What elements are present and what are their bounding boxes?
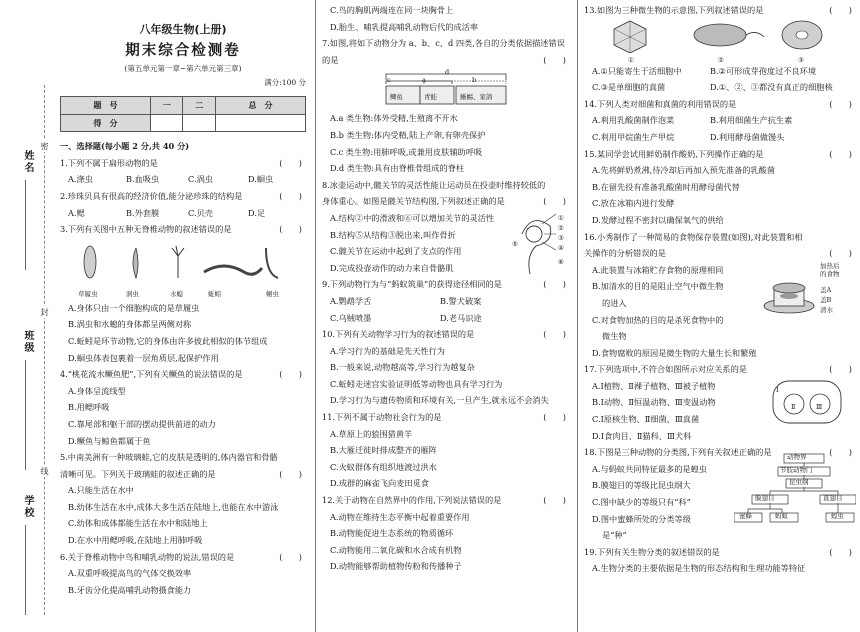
option-row: C.③是单细胞的真菌 D.①、②、③都没有真正的细胞核 xyxy=(592,82,833,93)
container-label: 加热后 xyxy=(820,261,840,270)
animal-label: 草履虫 xyxy=(78,289,98,298)
question-stem: 19.下列有关生物分类的叙述错误的是 ( ) xyxy=(584,546,852,557)
question-stem: 15.某同学尝试用鲜奶制作酸奶,下列操作正确的是 ( ) xyxy=(584,148,852,159)
score-cell[interactable] xyxy=(215,114,305,132)
animal-box: 鲫鱼 xyxy=(390,93,403,102)
question-stem: 11.下列不属于动物社会行为的是 ( ) xyxy=(322,412,566,423)
microbe-number: ① xyxy=(628,55,634,64)
option: C.蚯蚓是环节动物,它的身体由许多彼此相似的体节组成 xyxy=(68,335,268,346)
option: A.只能生活在水中 xyxy=(68,485,134,496)
option: C.对食物加热的目的是杀死食物中的 xyxy=(592,314,724,325)
option-row: A.涤虫 B.血吸虫 C.涡虫 D.蛔虫 xyxy=(68,174,274,185)
section-heading: 一、选择题(每小题 2 分,共 40 分) xyxy=(60,141,190,152)
joint-label: ⑥ xyxy=(558,257,564,266)
option: C.图中缺少的等级只有“科” xyxy=(592,497,691,508)
option: A.草原上的狼围猎黄羊 xyxy=(330,428,413,439)
option: C.髋关节在运动中起到了支点的作用 xyxy=(330,246,462,257)
question-stem: 的是 ( ) xyxy=(322,54,566,65)
exam-title: 期末综合检测卷 xyxy=(125,43,241,59)
option: A.双重呼吸提高鸟的气体交换效率 xyxy=(68,568,192,579)
class-write-line[interactable] xyxy=(25,360,26,470)
question-stem: 6.关于脊椎动物中鸟和哺乳动物的说法,错误的是 ( ) xyxy=(60,551,302,562)
option: D.蛔虫体表包裹着一层角质层,起保护作用 xyxy=(68,352,219,363)
venn-label: Ⅱ xyxy=(791,402,796,411)
score-row-label: 得 分 xyxy=(61,114,151,132)
option: B.牙齿分化提高哺乳动物摄食能力 xyxy=(68,584,192,595)
microbe-number: ② xyxy=(718,55,724,64)
name-write-line[interactable] xyxy=(25,180,26,270)
joint-label: ① xyxy=(558,213,564,222)
question-stem: 关操作的分析错误的是 ( ) xyxy=(584,248,852,259)
column-divider xyxy=(577,0,578,632)
joint-label: ④ xyxy=(558,243,564,252)
option: C.火蚁群体有组织地渡过洪水 xyxy=(330,461,437,472)
class-letter: b xyxy=(472,76,477,85)
option: A.与蚂蚁共同特征最多的是蝗虫 xyxy=(592,463,707,474)
question-stem: 7.如图,将如下动物分为 a、b、c、d 四类,各自的分类依据描述错误 xyxy=(322,38,565,49)
option: D.图中蜜蜂所处的分类等级 xyxy=(592,513,691,524)
container-label: 盖A xyxy=(820,285,832,294)
class-letter: a xyxy=(422,76,426,85)
column-2 xyxy=(322,0,570,575)
school-write-line[interactable] xyxy=(25,525,26,615)
column-3 xyxy=(584,0,856,577)
question-stem: 16.小秀制作了一种简易的食物保存装置(如图),对此装置和相 xyxy=(584,231,803,242)
tree-node: 昆虫纲 xyxy=(789,477,809,486)
venn-diagram xyxy=(772,380,842,424)
grade-title: 八年级生物(上册) xyxy=(139,23,227,36)
microbes-illustration xyxy=(608,19,828,53)
option: A.身体只由一个细胞构成的是草履虫 xyxy=(68,302,200,313)
container-label: 的食物 xyxy=(820,269,840,278)
option: A.Ⅰ植物、Ⅱ裸子植物、Ⅲ被子植物 xyxy=(592,380,716,391)
option-row: A.鹦鹉学舌 B.警犬破案 xyxy=(330,295,482,306)
score-header-cell: 总 分 xyxy=(215,97,305,115)
question-stem: 10.下列有关动物学习行为的叙述错误的是 ( ) xyxy=(322,329,566,340)
tree-node: 蝗虫 xyxy=(831,511,844,520)
option: A.生物分类的主要依据是生物的形态结构和生理功能等特征 xyxy=(592,563,806,574)
class-label: 班级 xyxy=(22,330,33,354)
option: D.在水中用鳃呼吸,在陆地上用肺呼吸 xyxy=(68,535,203,546)
score-header-cell: 一 xyxy=(151,97,183,115)
option: D.发酵过程不密封以确保氧气的供给 xyxy=(592,214,724,225)
question-stem: 13.如图为三种微生物的示意图,下列叙述错误的是 ( ) xyxy=(584,5,852,15)
tree-node: 直翅目 xyxy=(823,493,843,502)
option: B.Ⅰ动物、Ⅱ恒温动物、Ⅲ变温动物 xyxy=(592,397,716,408)
question-stem: 3.下列有关图中五种无脊椎动物的叙述错误的是 ( ) xyxy=(60,224,302,235)
animal-box: 蜥蜴、家鸽 xyxy=(460,93,493,102)
option: A.学习行为的基础是先天性行为 xyxy=(330,345,445,356)
option-row: A.①只能寄生于活细胞中 B.②可形成芽孢度过不良环境 xyxy=(592,65,817,76)
tree-node: 蚂蚁 xyxy=(775,511,788,520)
option: D.完成投壶动作的动力来自骨骼肌 xyxy=(330,262,454,273)
option: B.b 类生物:体内受精,陆上产卵,有卵壳保护 xyxy=(330,129,486,140)
score-cell[interactable] xyxy=(151,114,183,132)
option: C.蚯蚓走迷宫实验证明低等动物也具有学习行为 xyxy=(330,378,503,389)
option-row: C.乌贼喷墨 D.老马识途 xyxy=(330,312,482,323)
animal-label: 蛔虫 xyxy=(266,289,279,298)
score-header-cell: 二 xyxy=(183,97,215,115)
hip-joint-diagram xyxy=(518,204,558,274)
option: C.靠尾部和躯干部的摆动提供前进的动力 xyxy=(68,418,216,429)
question-stem: 身体重心。如图是髋关节结构图,下列叙述正确的是 ( ) xyxy=(322,196,566,207)
option: B.一般来说,动物越高等,学习行为越复杂 xyxy=(330,362,475,373)
cut-line xyxy=(44,85,45,615)
animal-label: 蚯蚓 xyxy=(208,289,221,298)
question-stem: 1.下列不属于扁形动物的是 ( ) xyxy=(60,157,302,168)
option: B.动物能促进生态系统的物质循环 xyxy=(330,528,454,539)
animals-figure xyxy=(60,238,306,300)
question-stem: 14.下列人类对细菌和真菌的利用错误的是 ( ) xyxy=(584,98,852,109)
joint-label: ② xyxy=(558,223,564,232)
name-label: 姓名 xyxy=(22,150,33,174)
tree-node: 节肢动物门 xyxy=(780,465,813,474)
option: D.Ⅰ食肉目、Ⅱ猫科、Ⅲ犬科 xyxy=(592,430,692,441)
food-container-diagram xyxy=(762,272,816,316)
option: B.在留先投有准备乳酸菌时用酵母菌代替 xyxy=(592,181,740,192)
option: B.涡虫和水螅的身体都呈两侧对称 xyxy=(68,319,192,330)
option: A.身体呈流线型 xyxy=(68,385,126,396)
option: D.胎生、哺乳提高哺乳动物后代的成活率 xyxy=(330,21,479,32)
score-header-cell: 题 号 xyxy=(61,97,151,115)
score-cell[interactable] xyxy=(183,114,215,132)
school-label: 学校 xyxy=(22,495,33,519)
option: C.鸟的胸肌两端连在同一块胸骨上 xyxy=(330,5,454,15)
option: C.动物能用二氧化碳和水合成有机物 xyxy=(330,544,462,555)
option-row: A.鳃 B.外套膜 C.贝壳 D.足 xyxy=(68,207,266,218)
option: D.鳜鱼与鲸鱼都属于鱼 xyxy=(68,435,151,446)
animal-label: 涡虫 xyxy=(126,289,139,298)
option-cont: 是“种” xyxy=(602,530,627,541)
option: D.成群的麻雀飞向麦田觅食 xyxy=(330,478,429,489)
option-cont: 微生物 xyxy=(602,331,627,342)
question-stem: 8.冰壶运动中,髋关节的灵活性能让运动员在投壶时维持较低的 xyxy=(322,179,546,190)
question-stem: 18.下图是三种动物的分类图,下列有关叙述正确的是 ( ) xyxy=(584,447,852,458)
animals-illustration xyxy=(80,242,280,284)
full-score: 满分:100 分 xyxy=(264,78,306,87)
option: B.加清水的目的是阻止空气中微生物 xyxy=(592,281,724,292)
option: D.d 类生物:具有由脊椎骨组成的脊柱 xyxy=(330,163,465,174)
joint-label: ⑤ xyxy=(512,239,518,248)
q8-block xyxy=(322,210,570,276)
option: A.a 类生物:体外受精,生殖离不开水 xyxy=(330,113,458,124)
option: A.此装置与冰箱贮存食物的原理相同 xyxy=(592,264,724,275)
option: B.用鳃呼吸 xyxy=(68,402,110,413)
classification-figure xyxy=(322,68,570,110)
animal-label: 水螅 xyxy=(170,289,183,298)
question-stem: 5.中南美洲有一种玻璃蛙,它的皮肤是透明的,体内器官和骨骼 xyxy=(60,452,278,463)
class-letter: c xyxy=(387,76,391,85)
seal-mark-feng: 封 xyxy=(40,308,49,316)
option: A.先将鲜奶煮沸,待冷却后再加入预先准备的乳酸菌 xyxy=(592,165,776,176)
container-label: 盖B xyxy=(820,295,832,304)
option: D.食物腐败的原因是微生物的大量生长和繁殖 xyxy=(592,347,757,358)
option-row: A.利用乳酸菌制作泡菜 B.利用细菌生产抗生素 xyxy=(592,115,793,126)
option: D.动物能够帮助植物传粉和传播种子 xyxy=(330,561,462,572)
container-label: 清水 xyxy=(820,305,833,314)
option: C.放在冰箱内进行发酵 xyxy=(592,198,675,209)
question-stem: 2.珍珠贝具有很高的经济价值,能分泌珍珠的结构是 ( ) xyxy=(60,190,302,201)
option: B.幼体生活在水中,成体大多生活在陆地上,也能在水中游泳 xyxy=(68,501,279,512)
venn-label: Ⅰ xyxy=(776,385,779,394)
animal-box: 青蛙 xyxy=(424,93,437,102)
class-letter: d xyxy=(445,68,450,77)
option-row: C.利用甲烷菌生产甲烷 D.利用酵母菌做馒头 xyxy=(592,131,785,142)
exam-scope: (第五单元第一章~第六单元第三章) xyxy=(124,64,242,73)
option: A.结构②中的滑液和⑥可以增加关节的灵活性 xyxy=(330,212,495,223)
option: C.幼体和成体都能生活在水中和陆地上 xyxy=(68,518,208,529)
microbes-figure xyxy=(584,19,856,63)
option: C.c 类生物:用肺呼吸,或兼用皮肤辅助呼吸 xyxy=(330,146,483,157)
option: B.膜翅目的等级比昆虫纲大 xyxy=(592,480,691,491)
joint-label: ③ xyxy=(558,233,564,242)
tree-node: 膜翅目 xyxy=(755,493,775,502)
venn-label: Ⅲ xyxy=(816,402,823,411)
option: B.大雁迁徙时排成整齐的雁阵 xyxy=(330,445,437,456)
q16-block xyxy=(584,262,856,362)
binding-margin xyxy=(0,0,58,632)
tree-node: 蜜蜂 xyxy=(739,511,752,520)
option: D.学习行为与遗传物质和环境有关,一旦产生,就永远不会消失 xyxy=(330,395,549,406)
option-cont: 的进入 xyxy=(602,297,627,308)
question-stem: 12.关于动物在自然界中的作用,下列说法错误的是 ( ) xyxy=(322,495,566,506)
microbe-number: ③ xyxy=(798,55,804,64)
seal-mark-xian: 线 xyxy=(40,467,49,475)
tree-node: 动物界 xyxy=(787,452,807,461)
score-table xyxy=(60,96,306,132)
column-1 xyxy=(60,0,306,598)
option: C.Ⅰ原核生物、Ⅱ细菌、Ⅲ真菌 xyxy=(592,414,700,425)
column-divider xyxy=(315,0,316,632)
question-stem: 清晰可见。下列关于玻璃蛙的叙述正确的是 ( ) xyxy=(60,468,302,479)
option: A.动物在维持生态平衡中起着重要作用 xyxy=(330,511,470,522)
seal-mark-mi: 密 xyxy=(40,142,49,150)
question-stem: 4.“桃花流水鳜鱼肥”,下列有关鳜鱼的说法错误的是 ( ) xyxy=(60,369,302,380)
option: B.结构⑤从结构③脱出来,叫作骨折 xyxy=(330,229,456,240)
q17-block xyxy=(584,378,856,444)
question-stem: 9.下列动物行为与“蚂蚁筑巢”的获得途径相同的是 ( ) xyxy=(322,279,566,290)
question-stem: 17.下列选项中,不符合如图所示对应关系的是 ( ) xyxy=(584,364,852,375)
